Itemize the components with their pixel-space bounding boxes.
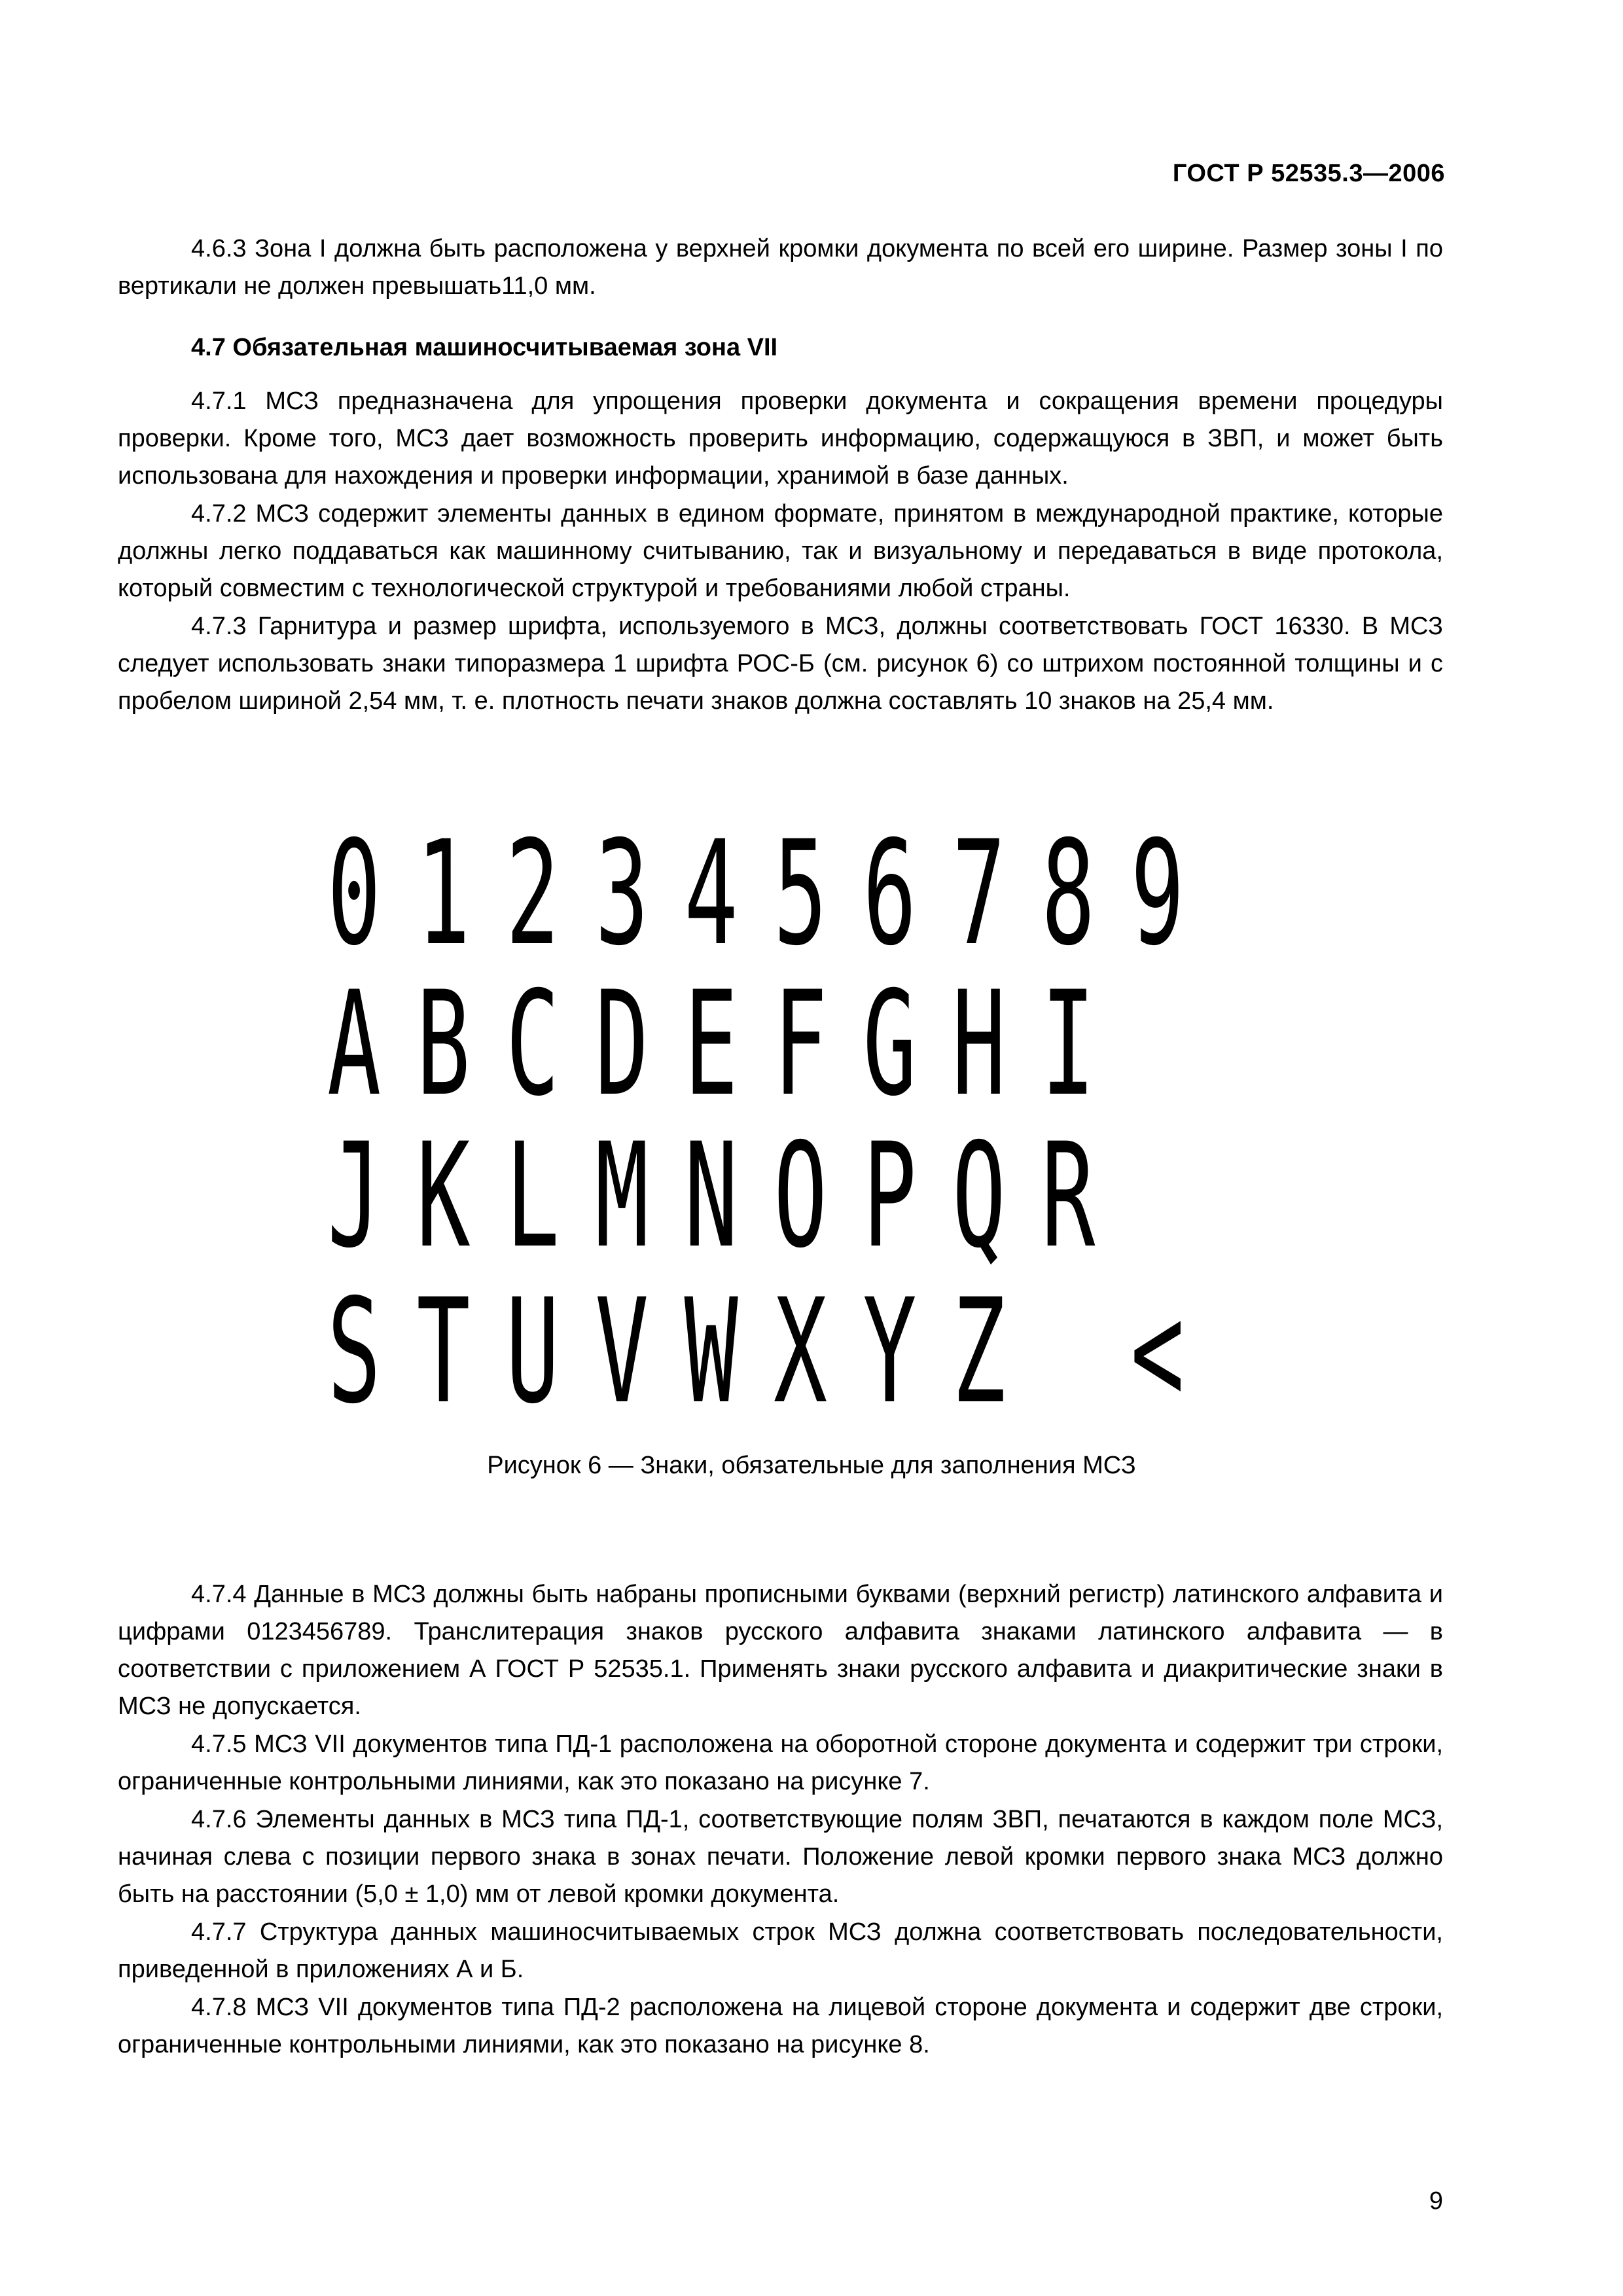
figure-6-caption: Рисунок 6 — Знаки, обязательные для заполнения МСЗ (487, 1452, 1136, 1479)
ocr-glyph: R (1041, 1112, 1096, 1280)
ocr-glyph: 9 (1130, 810, 1185, 977)
paragraph-4-7-6: 4.7.6 Элементы данных в МСЗ типа ПД-1, соответствующие полям ЗВП, печатаются в каждом поле МСЗ, начиная слева с позиции первого знака в зонах печати. Положение левой кромки первого знака МСЗ должно быть на расстоянии (5,0 ± 1,0) мм от левой кромки документа. (118, 1806, 1443, 1908)
ocr-glyph: V (595, 1268, 649, 1435)
ocr-glyph: W (684, 1268, 738, 1435)
standard-id-header: ГОСТ Р 52535.3—2006 (1172, 160, 1445, 187)
ocr-glyph: O (774, 1112, 828, 1280)
paragraph-4-6-3: 4.6.3 Зона I должна быть расположена у верхней кромки документа по всей его ширине. Размер зоны I по вертикали не должен превышать11,0 мм. (118, 235, 1443, 300)
paragraph-4-7-8: 4.7.8 МСЗ VII документов типа ПД-2 расположена на лицевой стороне документа и содержит две строки, ограниченные контрольными линиями, как это показано на рисунке 8. (118, 1994, 1443, 2058)
ocr-glyph: C (505, 960, 560, 1128)
ocr-glyph: 4 (684, 810, 738, 977)
ocr-glyph: Z (952, 1268, 1006, 1435)
ocr-glyph: U (505, 1268, 560, 1435)
paragraph-4-7-2: 4.7.2 МСЗ содержит элементы данных в едином формате, принятом в международной практике, которые должны легко поддаваться как машинному считыванию, так и визуальному и передаваться в виде протокола, который совместим с технологической структурой и требованиями любой страны. (118, 500, 1443, 602)
ocr-glyph: K (416, 1112, 471, 1280)
ocr-row-digits (327, 810, 1220, 977)
ocr-glyph: B (416, 960, 471, 1128)
ocr-glyph: 8 (1041, 810, 1096, 977)
ocr-glyph: M (595, 1112, 649, 1280)
paragraph-4-7-5: 4.7.5 МСЗ VII документов типа ПД-1 расположена на оборотной стороне документа и содержит три строки, ограниченные контрольными линиями, как это показано на рисунке 7. (118, 1731, 1443, 1795)
ocr-glyph: H (952, 960, 1006, 1128)
ocr-row-s-to-z-filler (327, 1268, 1220, 1435)
ocr-glyph: Q (952, 1112, 1006, 1280)
ocr-glyph: N (684, 1112, 738, 1280)
paragraph-4-7-4: 4.7.4 Данные в МСЗ должны быть набраны прописными буквами (верхний регистр) латинского алфавита и цифрами 0123456789. Транслитерация знаков русского алфавита знаками латинского алфавита — в соответствии с приложением А ГОСТ Р 52535.1. Применять знаки русского алфавита и диакритические знаки в МСЗ не допускается. (118, 1581, 1443, 1720)
section-heading-4-7: 4.7 Обязательная машиносчитываемая зона VII (191, 334, 778, 361)
ocr-glyph: F (774, 960, 828, 1128)
ocr-glyph: G (863, 960, 917, 1128)
ocr-glyph: 3 (595, 810, 649, 977)
paragraph-4-7-3: 4.7.3 Гарнитура и размер шрифта, используемого в МСЗ, должны соответствовать ГОСТ 16330. В МСЗ следует использовать знаки типоразмера 1 шрифта РОС-Б (см. рисунок 6) со штрихом постоянной толщины и с пробелом шириной 2,54 мм, т. е. плотность печати знаков должна составлять 10 знаков на 25,4 мм. (118, 613, 1443, 715)
ocr-glyph: D (595, 960, 649, 1128)
ocr-glyph: 1 (416, 810, 471, 977)
ocr-space (1041, 1280, 1130, 1424)
ocr-glyph: 7 (952, 810, 1006, 977)
ocr-glyph: J (327, 1112, 382, 1280)
ocr-glyph: A (327, 960, 382, 1128)
figure-6-ocr-b-characters (327, 810, 1243, 1435)
ocr-glyph: 5 (774, 810, 828, 977)
ocr-glyph: S (327, 1268, 382, 1435)
paragraph-4-7-1: 4.7.1 МСЗ предназначена для упрощения проверки документа и сокращения времени процедуры проверки. Кроме того, МСЗ дает возможность проверить информацию, содержащуюся в ЗВП, и может быть использована для нахождения и проверки информации, хранимой в базе данных. (118, 387, 1443, 490)
ocr-glyph: Y (863, 1268, 917, 1435)
paragraph-4-7-7: 4.7.7 Структура данных машиносчитываемых строк МСЗ должна соответствовать последовательности, приведенной в приложениях А и Б. (118, 1918, 1443, 1983)
ocr-glyph: L (505, 1112, 560, 1280)
page-number: 9 (1429, 2187, 1443, 2215)
ocr-glyph: T (416, 1268, 471, 1435)
ocr-glyph: < (1130, 1268, 1185, 1435)
ocr-glyph: 6 (863, 810, 917, 977)
ocr-glyph: 2 (505, 810, 560, 977)
ocr-row-a-to-i (327, 960, 1131, 1128)
ocr-glyph: 0 (327, 810, 382, 977)
ocr-row-j-to-r (327, 1112, 1131, 1280)
ocr-glyph: X (774, 1268, 828, 1435)
ocr-glyph: P (863, 1112, 917, 1280)
ocr-glyph: I (1041, 960, 1096, 1128)
ocr-glyph: E (684, 960, 738, 1128)
